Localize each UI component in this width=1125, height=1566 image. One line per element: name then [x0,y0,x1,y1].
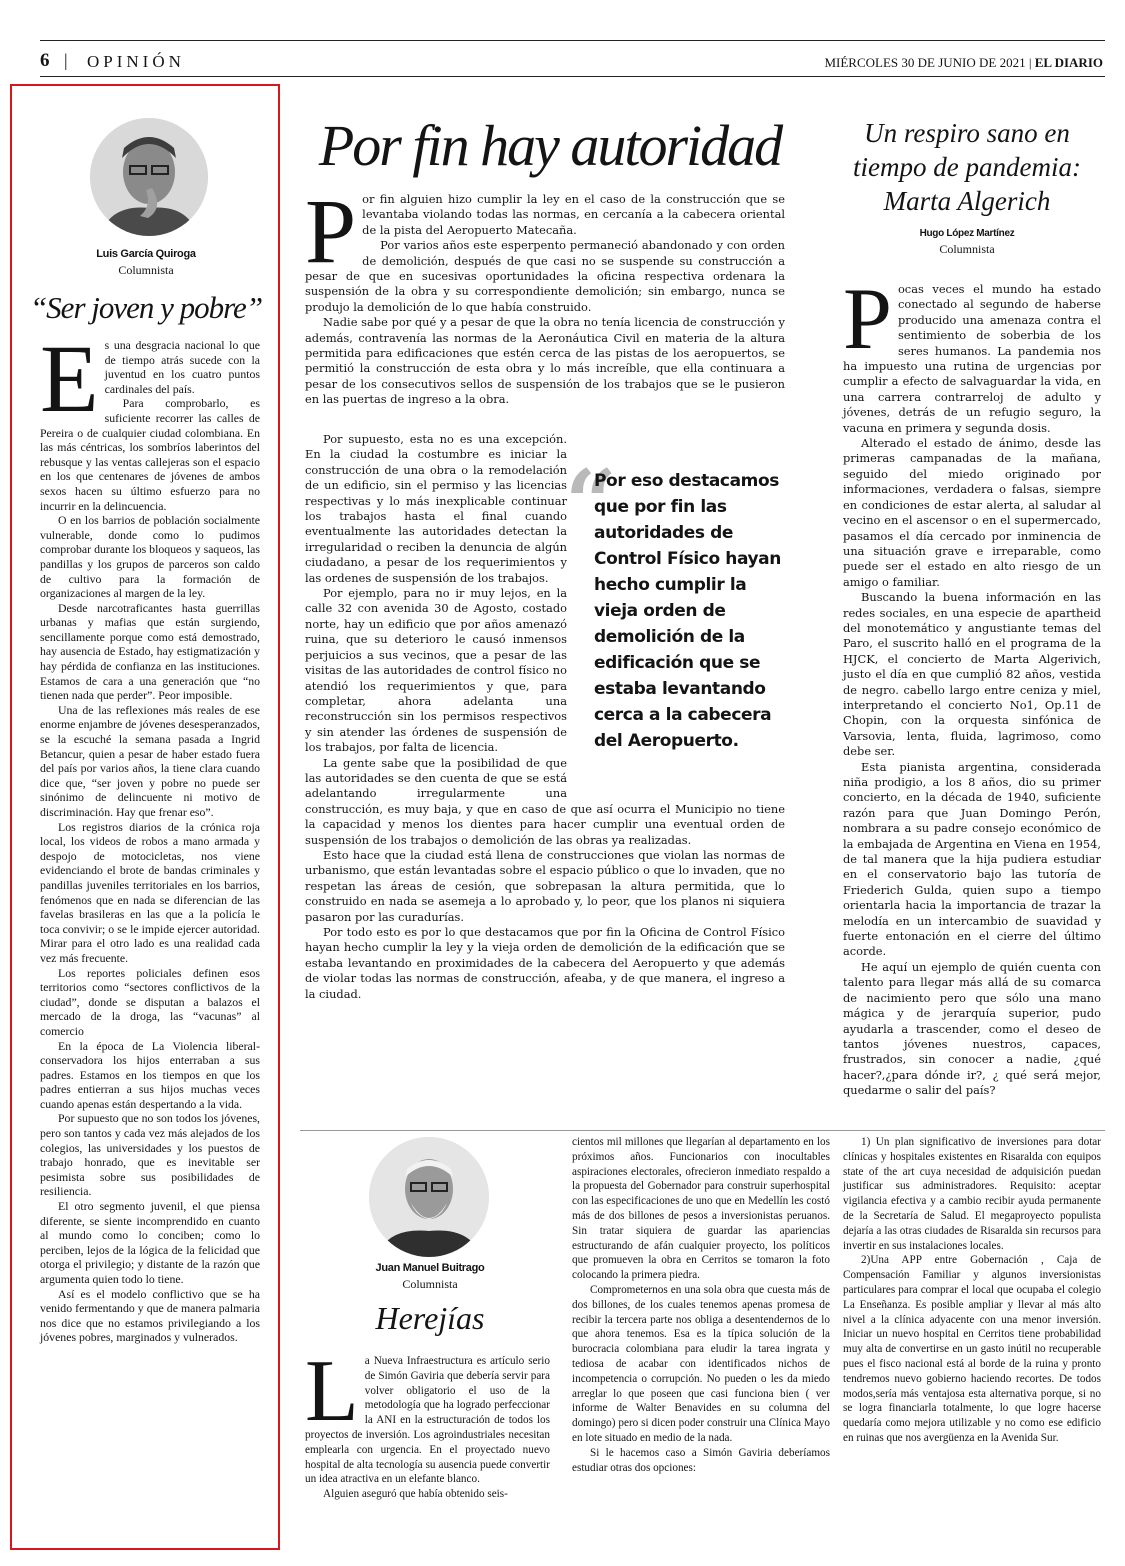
author-name-right: Hugo López Martínez [919,228,1015,239]
header-separator: | [64,50,68,70]
bottom-col1 [305,1343,550,1502]
pull-quote: Por eso destacamos que por fin las autoridades de Control Físico hayan hecho cumplir la vieja orden de demolición de la edificación que se estaba levantando cerca a la cabecera del Aeropuerto. [594,471,781,751]
editorial-title: Por fin hay autoridad [318,113,782,178]
paragraph: Una de las reflexiones más reales de ese enorme enjambre de jóvenes desesperanzados, se la escuché la semana pasada a Ingrid Betancur, quien a pesar de haber estado fuera del país por varios años, la tiene clara cuando dice que, “ser joven y pobre no puede ser sinónimo de delincuente ni motivo de discriminación. Hay que frenar eso”. [40,702,260,819]
paragraph: Los reportes policiales definen esos territorios como “sectores conflictivos de la ciudad”, donde se disputan a balazos el mercado de la droga, las “vacunas” al comercio [40,965,260,1038]
issue-date: MIÉRCOLES 30 DE JUNIO DE 2021 | EL DIARIO [824,55,1103,70]
paragraph: Pocas veces el mundo ha estado conectado al segundo de haberse producido una amenaza contra el sentimiento de soberbia de los seres humanos. La pandemia nos ha impuesto una rutina de urgencias por cumplir a efecto de salvaguardar la vida, en una carrera contrarreloj de adulto y jóvenes, detrás de un refugio seguro, la vacuna en primera y segunda dosis. [843,271,1101,435]
paragraph: Esto hace que la ciudad está llena de construcciones que violan las normas de urbanismo, que están levantadas sobre el espacio público o que lo invaden, que no respetan las áreas de cesión, que sobrepasan la altura permitida, que lo construido en nada se asemeja a lo aprobado y, lo peor, que los planos ni siquiera pasaron por las curadurías. [305,847,785,924]
right-column-body [843,271,1101,1099]
paragraph: Nadie sabe por qué y a pesar de que la obra no tenía licencia de construcción y además, contravenía las normas de la Aeronáutica Civil en materia de la altura permitida para edificaciones que estén cerca de las pistas de los aeropuertos, se permitió la construcción de esta obra y lo más increíble, que ella continuara a pesar de los consecutivos sellos de suspensión de los trabajos que se le pusieron en las puertas de ingreso a la obra. [305,315,785,407]
paragraph: Alterado el estado de ánimo, desde las primeras campanadas de la mañana, seguido del miedo originado por informaciones, verdadera o falsas, siempre en condiciones de estar alerta, al saludar al vecino en el ascensor o en el supermercado, pasamos el día cercado por inminencia de una situación grave e irreparable, como puede ser el estado en alto riesgo de un amigo o familiar. [843,436,1101,589]
paragraph: Si le hacemos caso a Simón Gaviria deberíamos estudiar otras dos opciones: [572,1446,830,1474]
paragraph: Comprometernos en una sola obra que cuesta más de dos billones, de los cuales tenemos apenas promesa de recibir la tercera parte nos obliga a desentendernos de lo que ahora tenemos. Esa es la típica solución de la burocracia colombiana para eludir la tarea ingrata y tediosa de acabar con identificados nichos de incompetencia o corrupción. No pueden o les da miedo arreglar lo que poseen que casi funciona bien ( ver informe de Walter Benavides en su columna del domingo) pero si dicen poder construir una Clínica Mayo en lote situado en medio de la nada. [572,1283,830,1444]
top-rule [40,40,1105,41]
paragraph: El otro segmento juvenil, el que piensa diferente, se siente incomprendido en cuanto al mundo como lo conciben; como lo perciben, lejos de la lógica de la felicidad que otorga el privilegio; y distante de la razón que argumenta quien todo lo tiene. [40,1199,260,1286]
drop-cap: E [40,325,99,432]
column-title-left: “Ser joven y pobre” [29,290,263,325]
paragraph: Desde narcotraficantes hasta guerrillas urbanas y mafias que están surgiendo, sencillamente porque como está demostrado, hay ausencia de Estado, hay estigmatización y hay pérdida de confianza en las instituciones. Estamos de cara a una generación que “no tienen nada que perder”. Peor imposible. [40,600,260,703]
paragraph: Por todo esto es por lo que destacamos que por fin la Oficina de Control Físico hayan hecho cumplir la ley y la vieja orden de demolición de la edificación que se estaba levantando en proximidades de la cabecera del Aeropuerto y que además de violar todas las normas de construcción, afeaba, y de que manera, el ingreso a la ciudad. [305,925,785,1001]
drop-cap: P [843,271,892,368]
paragraph: En la época de La Violencia liberal-conservadora los hijos enterraban a sus padres. Estamos en los tiempos en que los padres entierran a sus hijos muchas veces cuando apenas están despertando a la vida. [40,1038,260,1111]
author-photo-left [90,118,208,236]
paragraph: O en los barrios de población socialmente vulnerable, donde como lo pudimos comprobar durante los bloqueos y saqueos, las pandillas y los grupos de parceros son caldo de cultivo para la formación de organizaciones al margen de la ley. [40,513,260,601]
paragraph: Los registros diarios de la crónica roja local, los videos de robos a mano armada y despojo de motocicletas, nos viene evidenciando el brote de bandas criminales y pandillas juveniles territoriales en los barrios, fenómenos que en nada se diferencian de las favelas brasileras en las que a la policía le toca convivir; o se le impide ejercer autoridad. Mirar para el otro lado es una realidad cada vez más frecuente. [40,819,260,965]
drop-cap: L [305,1343,359,1440]
paragraph: He aquí un ejemplo de quién cuenta con talento para llegar más allá de su comarca de nacimiento pero que sólo una mano mágica y de jerarquía superior, pudo ayudarla a trascender, como el deseo de tantos jóvenes nuestros, capaces, frustrados, sin conocer a nadie, ¿qué hacer?,¿para dónde ir?, ¿ qué será mejor, quedarme o salir del país? [843,959,1101,1098]
author-name-left: Luis García Quiroga [96,248,196,260]
author-name-bottom: Juan Manuel Buitrago [375,1262,485,1274]
paragraph: Por varios años este esperpento permaneció abandonado y con orden de demolición, después de que casi no se suspende su construcción a pesar de que en sucesivas oportunidades la oficina respectiva ordenara la suspensión de la obra y su correspondiente demolición; sin embargo, nunca se produjo la demolición de lo que había construido. [305,238,785,314]
author-role-bottom: Columnista [402,1277,458,1291]
author-photo-bottom [369,1137,489,1257]
section-name: OPINIÓN [87,52,185,71]
paragraph: Por supuesto que no son todos los jóvenes, pero son tantos y cada vez más alejados de los colegios, las universidades y los puestos de trabajo honrado, que es inevitable ser pesimista sobre sus posibilidades de resiliencia. [40,1111,260,1199]
newspaper-name: EL DIARIO [1034,55,1103,70]
author-role-right: Columnista [939,242,995,256]
paragraph: Así es el modelo conflictivo que se ha venido fermentando y que de manera palmaria nos dice que no estamos privilegiando a los jóvenes pobres, marginados y vulnerados. [40,1286,260,1345]
paragraph: Es una desgracia nacional lo que de tiempo atrás sucede con la juventud en los cuatro puntos cardinales del país. [40,325,260,432]
paragraph: Para comprobarlo, es suficiente recorrer las calles de Pereira o de cualquier ciudad colombiana. En las más céntricas, los sombríos laberintos del rebusque y las ventas callejeras son el espacio en los que centenares de jóvenes de ambos sexos hacen su último esfuerzo para no incurrir en la delincuencia. [40,396,260,513]
section-divider [300,1130,1105,1131]
author-role-left: Columnista [118,263,174,277]
paragraph: 2)Una APP entre Gobernación , Caja de Compensación Familiar y algunos inversionistas particulares para comprar el local que ocupaba el colegio La Enseñanza. Es posible ampliar y llevar al más alto nivel a la clínica adyacente con una menor inversión. Iniciar un nuevo hospital en Cerritos tiene probabilidad muy alta de convertirse en un gasto inútil no recuperable pues el fisco nacional está al borde de la ruina y pronto tendremos nuevo gobierno haciendo recortes. De todos modos,sería más ventajosa esta alternativa porque, si no se logra financiarla totalmente, lo que logre hacerse quedaría como mejora utilizable y no como ese edificio en ruinas que nos avergüenza en la Avenida Sur. [843,1254,1101,1444]
paragraph: La gente sabe que la posibilidad de que las autoridades se den cuenta de que se está adelantando irregularmente una construcción, es muy baja, y que en caso de que así ocurra el Municipio no tiene la capacidad y menos los dientes para hacer cumplir una eventual orden de suspensión de los trabajos o demolición de las obras ya realizadas. [305,755,785,847]
header-rule [40,76,1105,77]
paragraph: cientos mil millones que llegarían al departamento en los próximos años. Funcionarios con inocultables aspiraciones electorales, ofrecieron inmediato respaldo a la propuesta del Gobernador para construir superhospital con las especificaciones de uno que en Medellín les costó más de dos billones de pesos a inversionistas peruanos. Sin tratar siquiera de guardar las apariencias estructurando de afán cualquier proyecto, los políticos que promueven la obra en Cerritos se tomaron la foto colocando la primera piedra. [572,1136,830,1282]
column-title-right: Un respiro sano en tiempo de pandemia: Marta Algerich [853,118,1081,216]
paragraph: Por supuesto, esta no es una excepción. En la ciudad la costumbre es iniciar la construcción de una obra o la remodelación de un edificio, sin el permiso y las licencias respectivas y lo más inexplicable continuar los trabajos hasta el final cuando eventualmente las autoridades detectan la irregularidad o reciben la denuncia de algún ciudadano, a pesar de los requerimientos y las ordenes de suspensión de los trabajos. [305,432,567,585]
paragraph: Esta pianista argentina, considerada niña prodigio, a los 8 años, dio su primer concierto, en la década de 1940, suficiente razón para que Juan Domingo Perón, nombrara a su padre consejo económico de la embajada de Argentina en Viena en 1954, de tal manera que la hija pudiera estudiar en el conservatorio bajo las tutoría de Friederich Gulda, quien supo a tiempo orientarla hacia la importancia de trazar la melodía en un intercambio de suavidad y fuerte entonación en el cierre del último acorde. [843,759,1101,959]
paragraph: La Nueva Infraestructura es artículo serio de Simón Gaviria que debería servir para volver obligatorio el uso de la metodología que ha logrado perfeccionar la ANI en la estructuración de todos los proyectos de inversión. Los agroindustriales necesitan emplearla con urgencia. En el proyectado nuevo hospital de alta tecnología su ausencia puede convertir un idea atractiva en un elefante blanco. [305,1343,550,1486]
paragraph: 1) Un plan significativo de inversiones para dotar clínicas y hospitales existentes en Risaralda con equipos state of the art cuya necesidad de adquisición puedan justificar sus administradores. Requisito: aceptar vigilancia efectiva y a cambio recibir ayuda permanente de la Secretaría de Salud. El megaproyecto populista dejaría a las otras ciudades de Risaralda sin recursos para invertir en sus instalaciones locales. [843,1136,1101,1252]
paragraph: Buscando la buena información en las redes sociales, en una especie de apartheid del monotemático y angustiante temas del Paro, el suscrito halló en el programa de la HJCK, el concierto de Marta Algerivich, justo el día en que cumplió 82 años, vestida de negro. cabello largo entre ceniza y miel, interpretando el concierto No1, Op.11 de Chopin, con la orquesta sinfónica de Varsovia, lenta, fluida, lagrimoso, como debe ser. [843,590,1101,759]
paragraph: Alguien aseguró que había obtenido seis- [323,1488,508,1501]
paragraph: Por fin alguien hizo cumplir la ley en el caso de la construcción que se levantaba violando todas las normas, en cercanía a la cabecera oriental de la pista del Aeropuerto Matecaña. [305,180,785,282]
paragraph: Por ejemplo, para no ir muy lejos, en la calle 32 con avenida 30 de Agosto, costado norte, hay un edificio que por años amenazó ruina, que su deterioro le causó inmensos perjuicios a sus vecinos, que a pesar de las visitas de las autoridades de control físico no atendió los requerimientos y que, para completar, ahora adelanta una reconstrucción sin los permisos respectivos y sin atender las órdenes de suspensión de los trabajos, por falta de licencia. [305,586,567,755]
editorial-body-top [305,180,785,408]
drop-cap: P [305,180,357,282]
column-title-bottom: Herejías [375,1300,485,1336]
page-number: 6 [40,50,50,71]
bottom-col3 [843,1135,1101,1446]
bottom-col2 [572,1135,830,1475]
left-column-body [40,325,260,1345]
quote-mark-icon: “ [565,450,617,556]
